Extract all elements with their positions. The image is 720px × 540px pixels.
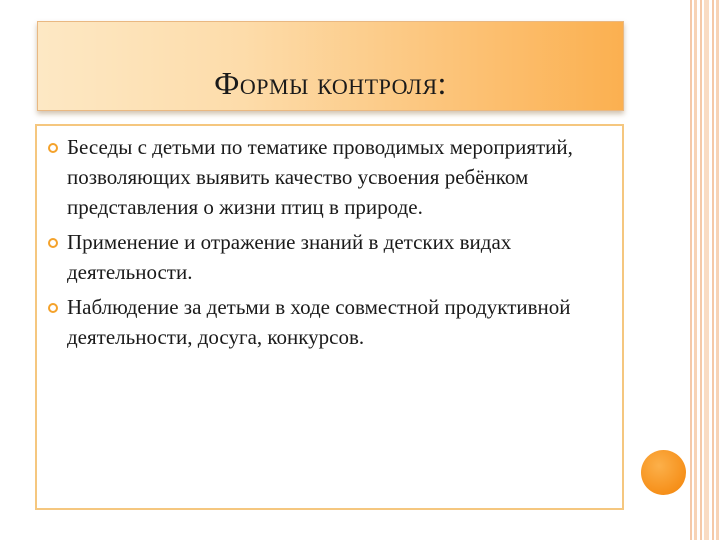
bullet-ring-icon — [48, 238, 58, 248]
slide-title: Формы контроля: — [214, 65, 447, 101]
bullet-text: Наблюдение за детьми в ходе совместной продуктивной деятельности, досуга, конкурсов. — [67, 295, 571, 349]
content-box — [35, 124, 624, 510]
bullet-ring-icon — [48, 143, 58, 153]
bullet-list — [37, 126, 622, 352]
decorative-stripes — [688, 0, 720, 540]
bullet-text: Применение и отражение знаний в детских видах деятельности. — [67, 230, 512, 284]
bullet-item — [45, 227, 610, 287]
bullet-item — [45, 132, 610, 222]
orange-circle-decoration — [641, 450, 686, 495]
bullet-ring-icon — [48, 303, 58, 313]
bullet-text: Беседы с детьми по тематике проводимых мероприятий, позволяющих выявить качество усвоения ребёнком представления о жизни птиц в природе. — [67, 135, 573, 219]
bullet-item — [45, 292, 610, 352]
title-bar — [37, 21, 624, 111]
